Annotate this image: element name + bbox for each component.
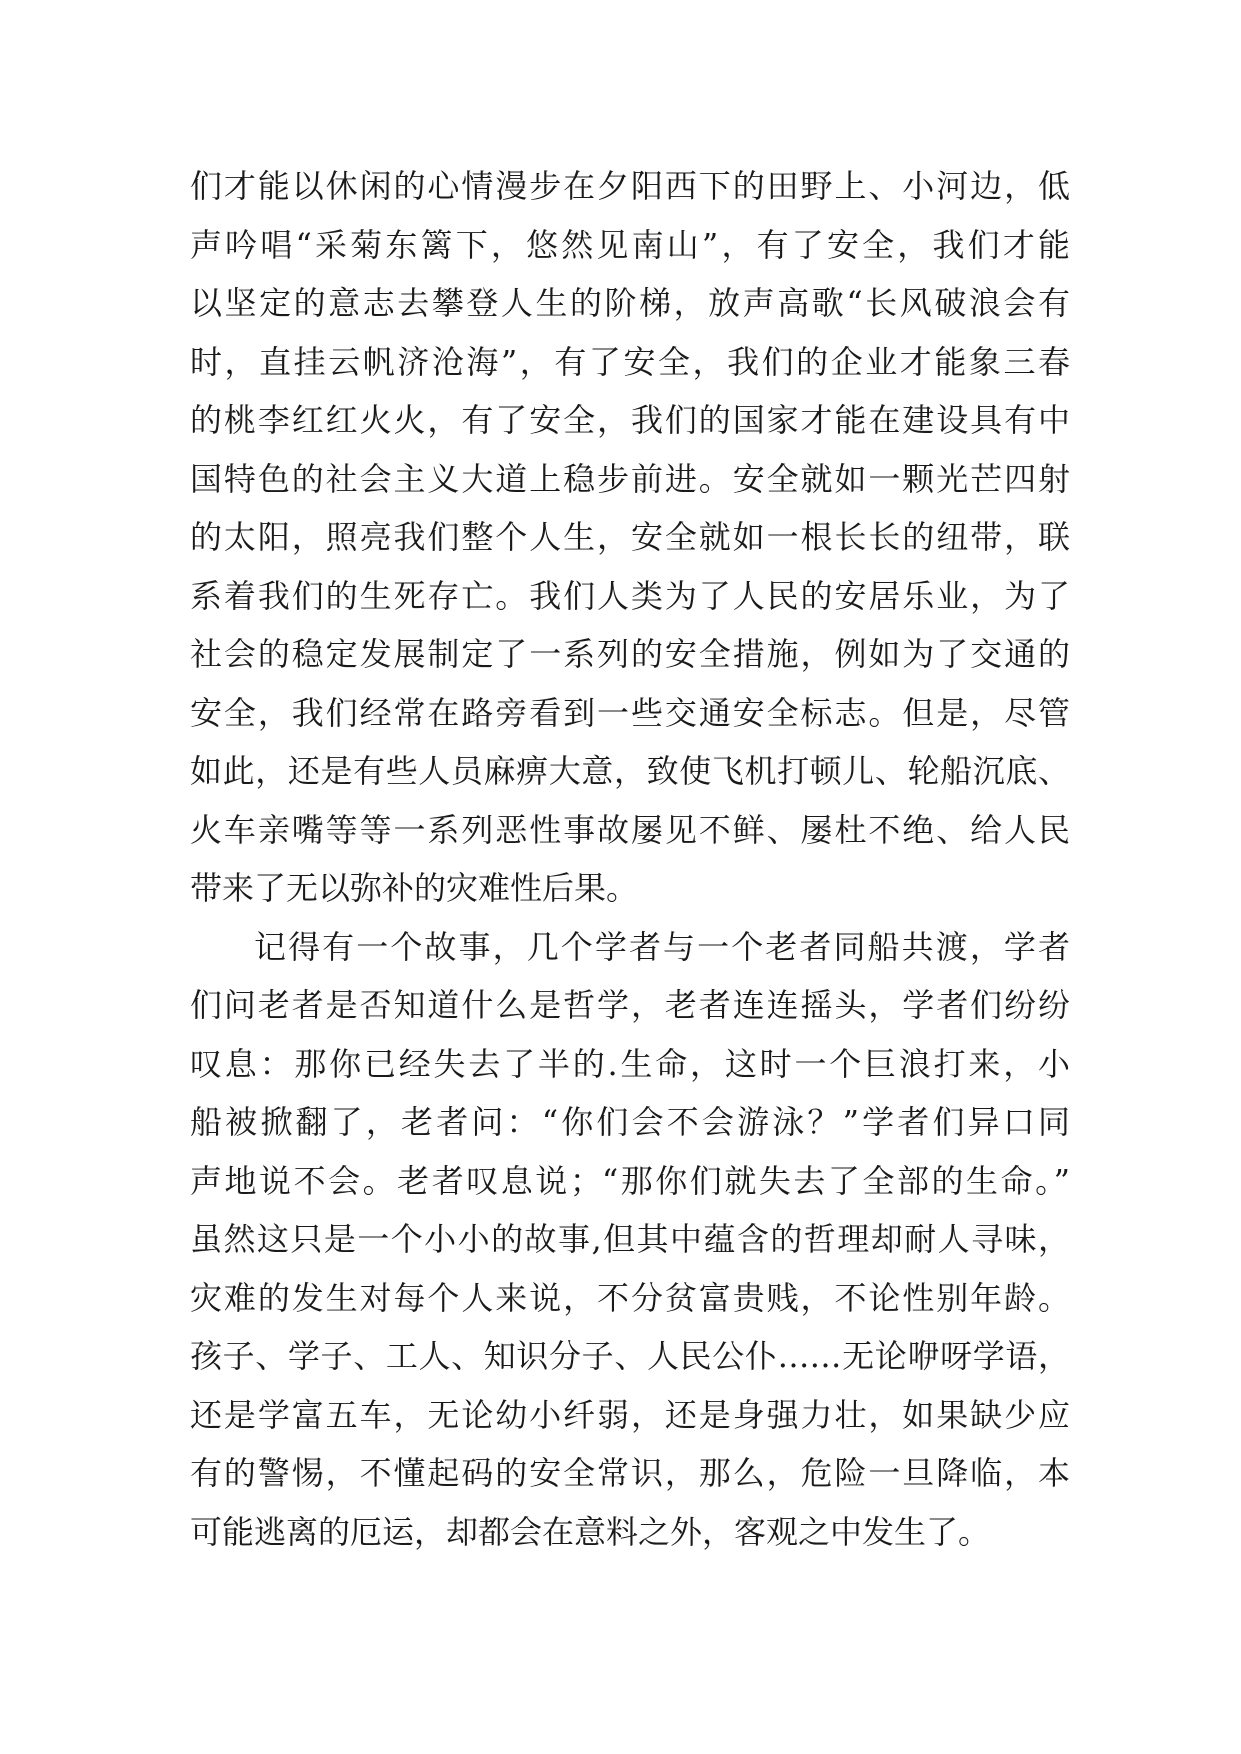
text-line: 社会的稳定发展制定了一系列的安全措施，例如为了交通的	[190, 635, 1070, 673]
text-line: 可能逃离的厄运，却都会在意料之外，客观之中发生了。	[190, 1512, 991, 1551]
text-line: 记得有一个故事，几个学者与一个老者同船共渡，学者	[254, 927, 1070, 966]
text-line: 带来了无以弥补的灾难性后果。	[190, 869, 639, 907]
text-line: 安全，我们经常在路旁看到一些交通安全标志。但是，尽管	[190, 693, 1070, 732]
text-line: 灾难的发生对每个人来说，不分贫富贵贱，不论性别年龄。	[190, 1278, 1070, 1317]
text-line: 以坚定的意志去攀登人生的阶梯，放声高歌“长风破浪会有	[190, 284, 1070, 322]
paragraph-1	[190, 157, 1070, 918]
text-line: 系着我们的生死存亡。我们人类为了人民的安居乐业，为了	[190, 576, 1070, 615]
text-line: 还是学富五车，无论幼小纤弱，还是身强力壮，如果缺少应	[190, 1395, 1070, 1434]
text-line: 船被掀翻了，老者问：“你们会不会游泳？”学者们异口同	[190, 1103, 1070, 1141]
text-line: 时，直挂云帆济沧海”，有了安全，我们的企业才能象三春	[190, 342, 1070, 381]
text-line: 声地说不会。老者叹息说；“那你们就失去了全部的生命。”	[190, 1161, 1070, 1200]
text-line: 们问老者是否知道什么是哲学，老者连连摇头，学者们纷纷	[190, 986, 1070, 1024]
text-line: 虽然这只是一个小小的故事,但其中蕴含的哲理却耐人寻味，	[190, 1220, 1070, 1258]
text-line: 叹息：那你已经失去了半的.生命，这时一个巨浪打来，小	[190, 1044, 1070, 1083]
document-body	[190, 157, 1070, 1561]
text-line: 的桃李红红火火，有了安全，我们的国家才能在建设具有中	[190, 401, 1070, 439]
text-line: 孩子、学子、工人、知识分子、人民公仆……无论咿呀学语，	[190, 1337, 1070, 1375]
text-line: 有的警惕，不懂起码的安全常识，那么，危险一旦降临，本	[190, 1454, 1070, 1492]
text-line: 的太阳，照亮我们整个人生，安全就如一根长长的纽带，联	[190, 518, 1070, 556]
text-line: 如此，还是有些人员麻痹大意，致使飞机打顿儿、轮船沉底、	[190, 752, 1070, 790]
text-line: 火车亲嘴等等一系列恶性事故屡见不鲜、屡杜不绝、给人民	[190, 810, 1070, 849]
text-line: 国特色的社会主义大道上稳步前进。安全就如一颗光芒四射	[190, 459, 1070, 498]
text-line: 们才能以休闲的心情漫步在夕阳西下的田野上、小河边，低	[190, 167, 1070, 205]
paragraph-2	[190, 918, 1070, 1562]
text-line: 声吟唱“采菊东篱下，悠然见南山”，有了安全，我们才能	[190, 225, 1070, 264]
